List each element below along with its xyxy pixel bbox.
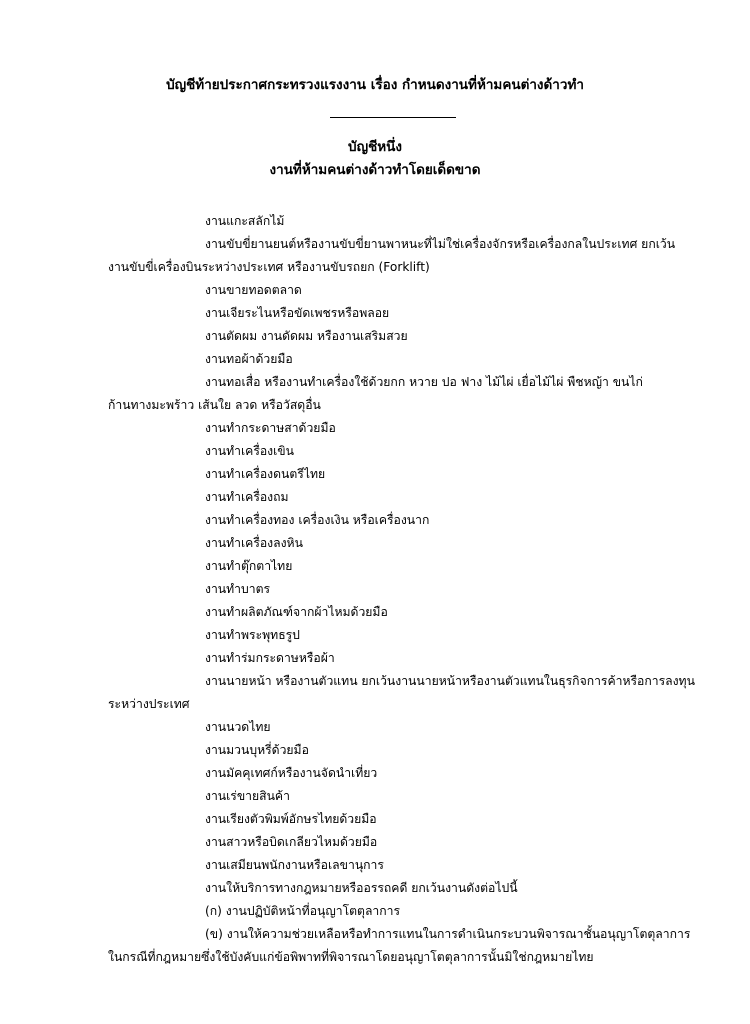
item-text: งานทำตุ๊กตาไทย	[205, 559, 293, 573]
item-text: งานเร่ขายสินค้า	[205, 789, 290, 803]
item-text: งานทำเครื่องดนตรีไทย	[205, 467, 326, 481]
item-text: งานทำเครื่องถม	[205, 490, 289, 504]
item-text: งานมวนบุหรี่ด้วยมือ	[205, 743, 309, 757]
item-text: งานให้บริการทางกฎหมายหรืออรรถคดี ยกเว้นงานดังต่อไปนี้	[205, 881, 518, 895]
subitem-text: (ก) งานปฏิบัติหน้าที่อนุญาโตตุลาการ	[205, 904, 401, 918]
item-text: งานทอผ้าด้วยมือ	[205, 352, 293, 366]
item-text: งานทำพระพุทธรูป	[205, 628, 300, 642]
item-text: งานทำเครื่องลงหิน	[205, 536, 303, 550]
item-text: งานตัดผม งานดัดผม หรืองานเสริมสวย	[205, 329, 408, 343]
item-text: งานทำกระดาษสาด้วยมือ	[205, 421, 336, 435]
subitem-continuation: ในกรณีที่กฎหมายซึ่งใช้บังคับแก่ข้อพิพาทที่พิจารณาโดยอนุญาโตตุลาการนั้นมิใช่กฎหมายไทย	[108, 950, 594, 964]
item-text: งานเสมียนพนักงานหรือเลขานุการ	[205, 858, 384, 872]
item-text: งานเรียงตัวพิมพ์อักษรไทยด้วยมือ	[205, 812, 377, 826]
title-divider	[330, 117, 456, 118]
item-text: งานทำเครื่องเขิน	[205, 444, 294, 458]
item-text: งานขับขี่ยานยนต์หรืองานขับขี่ยานพาหนะที่ไม่ใช่เครื่องจักรหรือเครื่องกลในประเทศ ยกเว้น	[205, 237, 676, 251]
schedule-subtitle: งานที่ห้ามคนต่างด้าวทำโดยเด็ดขาด	[269, 162, 481, 178]
item-continuation: งานขับขี่เครื่องบินระหว่างประเทศ หรืองานขับรถยก (Forklift)	[108, 260, 430, 274]
item-text: งานทำบาตร	[205, 582, 271, 596]
item-continuation: ระหว่างประเทศ	[108, 697, 190, 711]
item-text: งานทำผลิตภัณฑ์จากผ้าไหมด้วยมือ	[205, 605, 388, 619]
item-text: งานขายทอดตลาด	[205, 283, 302, 297]
subitem-text: (ข) งานให้ความช่วยเหลือหรือทำการแทนในการดำเนินกระบวนพิจารณาชั้นอนุญาโตตุลาการ	[205, 927, 691, 941]
item-text: งานแกะสลักไม้	[205, 214, 285, 228]
item-text: งานทอเสื่อ หรืองานทำเครื่องใช้ด้วยกก หวาย ปอ ฟาง ไม้ไผ่ เยื่อไม้ไผ่ พืชหญ้า ขนไก่	[205, 375, 643, 389]
schedule-title: บัญชีหนึ่ง	[348, 139, 402, 155]
main-title: บัญชีท้ายประกาศกระทรวงแรงงาน เรื่อง กำหนดงานที่ห้ามคนต่างด้าวทำ	[166, 77, 584, 93]
item-text: งานทำเครื่องทอง เครื่องเงิน หรือเครื่องนาก	[205, 513, 430, 527]
item-text: งานสาวหรือบิดเกลียวไหมด้วยมือ	[205, 835, 378, 849]
item-text: งานเจียระไนหรือขัดเพชรหรือพลอย	[205, 306, 390, 320]
item-text: งานนายหน้า หรืองานตัวแทน ยกเว้นงานนายหน้าหรืองานตัวแทนในธุรกิจการค้าหรือการลงทุน	[205, 674, 695, 688]
item-text: งานทำร่มกระดาษหรือผ้า	[205, 651, 335, 665]
item-continuation: ก้านทางมะพร้าว เส้นใย ลวด หรือวัสดุอื่น	[108, 398, 321, 412]
item-text: งานมัคคุเทศก์หรืองานจัดนำเที่ยว	[205, 766, 378, 780]
item-text: งานนวดไทย	[205, 720, 271, 734]
